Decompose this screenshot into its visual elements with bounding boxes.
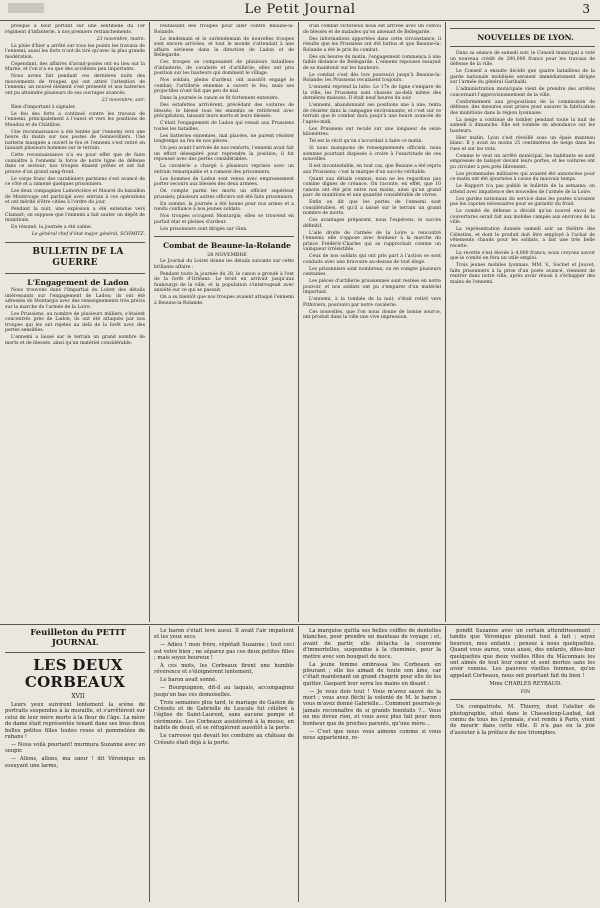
masthead — [0, 0, 600, 21]
feuilleton-column-1 — [5, 628, 145, 902]
dateline: 23 novembre, matin. — [96, 36, 145, 42]
story-paragraph: Le baron s'était levé aussi. Il avait l'air impatient et les yeux secs. — [154, 628, 294, 641]
section-divider — [450, 28, 595, 29]
story-paragraph: pondit Suzanne avec un certain attendrissement ; tandis que Véronique pleurait tout à fait ; soyez heureux, mes enfants ; pensez à nous quelquefois. Quand vous aurez, vous aussi, des enfants, dites-leur quelquefois que deux vieilles filles du Mâconnais les ont aimés de tout leur cœur et sont mortes sans les avoir connus. Les pauvres vieilles femmes, qu'on appelait Corbeaux, nous ont pourtant fait du bien ! — [450, 628, 595, 679]
column-4 — [450, 24, 595, 622]
article-paragraph: La neige a continué de tomber pendant toute la nuit de samedi à dimanche. Elle est tombée en abondance sur les hauteurs. — [450, 117, 595, 134]
article-paragraph: Un compatriote, M. Thierry, dont l'atelier de photographie, situé dans le Chasseloup-Laubat, fait connu de tous les Lyonnais, s'est rendu à Paris, vient de mourir dans cette ville. Il n'a pas eu la joie d'assister à la préface de nos triomphes. — [450, 704, 595, 736]
bulletin-heading: BULLETIN DE LA GUERRE — [32, 246, 124, 268]
article-paragraph: Les prisonniers sont dirigés sur Gien. — [160, 226, 248, 232]
dateline: 23 novembre, soir. — [101, 97, 145, 103]
article-paragraph: Comme le veut un arrêté municipal, les habitants se sont empressés de balayer devant leurs portes, et les voitures ont pu circuler à peu près librement. — [450, 153, 595, 170]
article-paragraph: Des informations apportées dans cette circonstance, il résulte que les Prussiens ont été battus et que Beaune-la-Rolande a été le prix du combat. — [303, 36, 441, 53]
article-paragraph: Ceux de nos soldats qui ont pris part à l'action se sont conduits avec une bravoure au-dessus de tout éloge. — [303, 254, 441, 265]
article-paragraph: Cependant, des affaires d'avant-postes ont eu lieu sur la Marne, et l'on n'a eu que des accidents peu importants. — [5, 61, 145, 72]
story-paragraph: — Nous voilà pourtant! murmura Suzanne avec un soupir. — [5, 741, 145, 755]
article-paragraph: Des estafettes arrivèrent, précédant des voitures de blessés; le blessé tous les ennemis se retirèrent avec précipitation, laissant leurs morts et leurs blessés. — [154, 103, 294, 119]
feuilleton-label: Feuilleton du PETIT JOURNAL — [30, 628, 126, 648]
article-paragraph: Il est incontestable, en tout cas, que Beaune a été repris aux Prussiens; c'est la marque d'un succès véritable. — [303, 164, 441, 175]
feuilleton-column-2 — [154, 628, 294, 902]
article-paragraph: Dans sa séance de samedi soir, le Conseil municipal a voté un nouveau crédit de 200,000 francs pour les travaux de défense de la ville. — [450, 51, 595, 67]
story-paragraph: — Allons, allons, ma sœur ! dit Véronique en essuyant une larme, — [5, 756, 145, 769]
article-paragraph: En résumé, la journée a été calme. — [11, 225, 93, 230]
column-3 — [303, 24, 441, 622]
section-divider — [154, 236, 294, 237]
column-rule — [298, 22, 299, 622]
chapter-number: XVII — [71, 692, 85, 700]
article-paragraph: L'ennemi a laissé sur le terrain un grand nombre de morts et de blessés, ainsi qu'un matériel considérable. — [5, 335, 145, 346]
feuilleton-author: Mme CHARLES REYBAUD. — [489, 680, 562, 687]
article-paragraph: Conformément aux propositions de la commission de défense, des mesures sont prises pour assurer la fabrication des munitions dans la région lyonnaise. — [450, 99, 595, 116]
article-paragraph: Nous avons fait pendant ces dernières nuits des mouvements de troupes qui ont attiré l'attention de l'ennemi; un nouvel élément s'est présenté et nos batteries ont pu atteindre plusieurs de ses ouvrages avancés. — [5, 74, 145, 96]
column-rule — [149, 626, 150, 902]
article-paragraph: Pendant toute la journée du 28, le canon a grondé à l'est de la forêt d'Orléans. Le bruit en arrivait jusqu'aux faubourgs de la ville, et la population s'interrogeait avec anxiété sur ce qui se passait. — [154, 271, 294, 293]
article-paragraph: C'était l'engagement de Ladon qui venait aux Prussiens toutes les batailles. — [154, 121, 294, 132]
article-paragraph: Les gardes nationaux du service dans les postes n'avaient pas les capotes nécessaires pour se garantir du froid. — [450, 196, 595, 207]
feuilleton-end-mark: FIN — [520, 688, 531, 695]
article-paragraph: L'ennemi, abandonnant ses positions une à une, tenta de résister dans la campagne environnante, et c'est sur ce terrain que le combat dura jusqu'à une heure avancée de l'après-midi. — [303, 103, 441, 125]
column-rule — [149, 22, 150, 622]
article-paragraph: Les deux compagnies Lamoricière et Maurel du bataillon de Montrouge ont participé avec entrain à ces opérations et ont mérité d'être citées à l'ordre du jour. — [5, 189, 145, 205]
section-divider — [450, 46, 595, 47]
article-paragraph: Le feu des forts a continué contre les travaux de l'ennemi, principalement à l'ouest et vers les positions de Meudon et de Châtillon. — [5, 111, 145, 128]
column-2 — [154, 24, 294, 622]
story-paragraph: La marquise quitta ses belles coiffes de dentelles blanches, pour prendre un manteau de voyage ; et, avant de partir, elle détacha la couronne d'immortelles, suspendue à la cheminée, pour la mettre avec son bouquet de noce. — [303, 628, 441, 660]
article-paragraph: L'aile droite de l'armée de la Loire a rencontré l'ennemi; elle s'oppose avec bonheur à la marche du prince Frédéric-Charles qui se rapprochait comme un vainqueur irrésistible. — [303, 230, 441, 252]
feuilleton-separator — [0, 624, 600, 625]
article-paragraph: Quant aux détails connus, nous ne les regardons pas comme dignes de créance. On raconte, en effet, que 10 canons ont été pris entre nos mains, ainsi qu'un grand parc de munitions et une quantité considérable de vivres. — [303, 176, 441, 198]
story-paragraph: — Adieu ! mon frère, répétait Suzanne ; tout ceci est votre bien ; ne séparez pas ces deux petites filles ; mais soyez heureux ! — [154, 642, 294, 662]
article-paragraph: Le Journal du Loiret donne les détails suivants sur cette brillante affaire : — [154, 259, 294, 270]
article-paragraph: réunissant des troupes pour aller contre Beaune-la-Rolande. — [154, 24, 294, 35]
page-number: 3 — [582, 2, 590, 16]
article-paragraph: Un peu avant l'arrivée de nos renforts, l'ennemi avait fait un effort désespéré pour reprendre la position; il fut repoussé avec des pertes considérables. — [154, 146, 294, 162]
column-rule — [445, 22, 446, 622]
lyon-heading: NOUVELLES DE LYON. — [477, 33, 574, 42]
article-paragraph: Dès six heures du matin, l'engagement commença à une faible distance de Bellegarde. L'ennemi repoussé essayait de se maintenir sur les hauteurs. — [303, 54, 441, 71]
article-paragraph: La pluie d'hier a arrêté sur tous les points les travaux de l'ennemi; aussi les forts n'ont-ils tiré qu'avec la plus grande modération. — [5, 43, 145, 60]
article-paragraph: Le Rapport n'a pas publié le bulletin de la semaine; on attend avec impatience des nouvelles de l'armée de la Loire. — [450, 184, 595, 195]
story-paragraph: La jeune femme embrassa les Corbeaux en pleurant ; elle les aimait de toute son âme, car c'était maintenant un grand chagrin pour elle de les quitter. Gaspard leur serra les mains en disant : — [303, 661, 441, 687]
article-paragraph: Cette reconnaissance n'a eu pour effet que de faire connaître à l'ennemi la force de notre ligne de défense dans ce secteur; nos troupes étaient prêtes et ont fait preuve d'un grand sang-froid. — [5, 153, 145, 175]
feuilleton-title: LES DEUX CORBEAUX — [24, 656, 126, 691]
article-paragraph: presque à bout portant sur une sentinelle du 1er régiment d'infanterie, à nos premiers retranchements. — [5, 24, 145, 35]
article-paragraph: Rien d'important à signaler. — [11, 104, 76, 110]
article-paragraph: Dans la journée le canon se fit fortement entendre. — [160, 96, 280, 101]
article-paragraph: Les Prussiens, au nombre de plusieurs milliers, s'étaient concentrés près de Ladon; ils ont été attaqués par nos troupes qui les ont rejetés au delà de la forêt avec des pertes sensibles. — [5, 311, 145, 333]
section-divider — [450, 699, 595, 700]
section-divider — [5, 273, 145, 274]
engagement-heading: L'Engagement de Ladon — [27, 277, 129, 287]
story-paragraph: — Bourguignon, dit-il au laquais, accompagnez jusqu'en bas ces demoiselles. — [154, 685, 294, 698]
article-paragraph: Le Conseil a ensuite décidé que quatre bataillons de la garde nationale mobilisée seraient immédiatement dirigés sur l'armée du général Garibaldi. — [450, 69, 595, 85]
section-divider — [5, 242, 145, 243]
article-paragraph: Le combat s'est dès lors poursuivi jusqu'à Beaune-la-Rolande; les Prussiens reculaient toujours. — [303, 72, 441, 83]
article-paragraph: Nos troupes occupent Montargis; elles se trouvent en parfait état et pleines d'ardeur. — [154, 214, 294, 225]
article-paragraph: Nous trouvons dans l'Impartial du Loiret des détails intéressants sur l'engagement de Ladon; ils ont été adressés de Montargis avec des renseignements très précis sur la marche de l'armée de la Loire. — [5, 288, 145, 310]
story-paragraph: Leurs yeux suivirent lentement la scène de portraits suspendus à la muraille, et s'arrêtèrent sur celui de leur mère morte à la fleur de l'âge. La mère de dame était représentée tenant dans ses bras deux belles petites filles toutes roses et pommelées de rubans ! — [5, 702, 145, 741]
column-rule — [298, 626, 299, 902]
article-paragraph: On a su bientôt que nos troupes avaient attaqué l'ennemi à Beaune-la-Rolande. — [154, 295, 294, 306]
article-paragraph: Les batteries ennemies, mal placées, ne purent résister longtemps au feu de nos pièces. — [154, 133, 294, 144]
article-paragraph: Ces nouvelles, que l'on nous donne de bonne source, ont produit dans la ville une vive impression. — [303, 309, 441, 320]
story-paragraph: — C'est que nous vous aimons comme si vous nous apparteniez, re- — [303, 728, 441, 741]
story-paragraph: À ces mots, les Corbeaux firent une humble révérence et s'éloignèrent lentement. — [154, 663, 294, 676]
article-paragraph: L'ennemi reprend la lutte. Le 17e de ligne s'empare de la ville; les Prussiens sont chassés au-delà même des dernières maisons. Il était neuf heures du soir. — [303, 85, 441, 101]
signature: Le général chef d'état-major général, SCHMITZ. — [31, 232, 145, 237]
article-paragraph: Le corps franc des carabiniers parisiens s'est avancé de ce côté et a ramené quelques prisonniers. — [5, 176, 145, 187]
feuilleton-column-3 — [303, 628, 441, 902]
article-paragraph: Les prisonniers sont nombreux; on en compte plusieurs centaines. — [303, 266, 441, 277]
article-paragraph: Ces avantages préparent, nous l'espérons, le succès définitif. — [303, 218, 441, 229]
article-paragraph: d'un combat victorieux nous est arrivée avec un convoi de blessés et de malades qu'on amenait de Bellegarde. — [303, 24, 441, 35]
article-paragraph: Les pièces d'artillerie prussiennes sont restées en notre pouvoir, et nos soldats ont pu s'emparer d'un matériel important. — [303, 279, 441, 295]
article-paragraph: En somme, la journée a été bonne pour nos armes et a rendu confiance à nos jeunes soldats. — [154, 201, 294, 212]
article-paragraph: L'administration municipale vient de prendre des arrêtés concernant l'approvisionnement de la ville. — [450, 87, 595, 98]
article-paragraph: Enfin on dit que les pertes de l'ennemi sont considérables, et qu'il a laissé sur le terrain un grand nombre de morts. — [303, 200, 441, 216]
article-paragraph: Nos soldats, pleins d'ardeur, ont aussitôt engagé le combat; l'artillerie ennemie a ouvert le feu, mais ses projectiles n'ont fait que peu de mal. — [154, 78, 294, 94]
article-paragraph: On compte parmi les morts un officier supérieur prussien; plusieurs autres officiers ont été faits prisonniers. — [154, 189, 294, 200]
masthead-title: Le Petit Journal — [244, 2, 356, 17]
article-paragraph: Le lendemain et le surlendemain de nouvelles troupes sont encore arrivées, et tout le monde s'attendait à une affaire sérieuse dans la direction de Ladon et de Bellegarde. — [154, 36, 294, 58]
article-paragraph: Les promenades militaires qui avaient été annoncées pour ce matin ont été ajournées à cause du mauvais temps. — [450, 171, 595, 182]
article-paragraph: La cavalerie a chargé à plusieurs reprises avec un entrain remarquable et a ramené des prisonniers. — [154, 164, 294, 175]
article-paragraph: Tel est le récit qu'on s'accordait à faire ce matin. — [309, 139, 423, 144]
article-paragraph: Hier matin, Lyon s'est réveillé sous un épais manteau blanc. Il y avait au moins 25 centimètres de neige dans les rues et sur les toits. — [450, 135, 595, 152]
article-paragraph: La recette s'est élevée à 4,000 francs; nous croyons savoir que le comité en fera un utile emploi. — [450, 250, 595, 261]
story-paragraph: Trois semaines plus tard, le mariage de Gaston de Créouts et de Gabrielle de Lescale fut célébré à l'église de Saint-Laurent, sans aucune pompe et cérémonie. Les Corbeaux assistèrent à la messe, en habits de deuil, et se réfugièrent aussitôt à la porte. — [154, 699, 294, 732]
article-paragraph: Les Prussiens ont reculé sur une longueur de seize kilomètres. — [303, 126, 441, 137]
story-paragraph: Le baron avait sonné. — [160, 677, 217, 684]
article-paragraph: La représentation donnée samedi soir au théâtre des Célestins, et dont le produit doit être employé à l'achat de vêtements chauds pour les soldats, a fait une très belle recette. — [450, 227, 595, 249]
column-1 — [5, 24, 145, 622]
article-paragraph: Trois jeunes mobiles lyonnais, MM. V., Suchet et Jouvet, faits prisonniers à la prise d'un poste avancé, viennent de rentrer dans notre ville, après avoir réussi à s'échapper des mains de l'ennemi. — [450, 263, 595, 285]
article-paragraph: Les hommes de Ladon sont venus avec empressement porter secours aux blessés des deux armées. — [154, 176, 294, 187]
combat-date: 28 NOVEMBRE — [207, 251, 247, 258]
story-paragraph: Le carrosse qui devait les conduire au château de Créouts était déjà à la porte. — [154, 733, 294, 746]
combat-heading: Combat de Beaune-la-Rolande — [163, 241, 291, 250]
story-paragraph: — Je vous dois tout ! Vous m'avez sauvé de la mort ; vous avez fléchi la volonté de M. le baron ; vous m'avez donné Gabrielle... Comment pourrais-je jamais reconnaître de si grands bienfaits ?... Vous ne me devez rien, et vous avez plus fait pour mon bonheur que de proches parents, qu'une mère... — [303, 688, 441, 727]
article-paragraph: L'ennemi, à la tombée de la nuit, s'était retiré vers Pithiviers, poursuivi par notre cavalerie. — [303, 297, 441, 308]
feuilleton-column-4 — [450, 628, 595, 902]
section-divider — [5, 652, 145, 653]
article-paragraph: Pendant la nuit, une explosion a été entendue vers Clamart; on suppose que l'ennemi a fait sauter un dépôt de munitions. — [5, 207, 145, 223]
column-rule — [445, 626, 446, 902]
article-paragraph: Une reconnaissance a été tentée par l'ennemi vers une heure du matin sur nos postes de Gennevilliers. Une batterie masquée a ouvert le feu et l'ennemi s'est retiré en laissant plusieurs hommes sur le terrain. — [5, 129, 145, 151]
article-paragraph: Si nous manquons de renseignements officiels, nous sommes pourtant disposés à croire à l'exactitude de ces nouvelles. — [303, 146, 441, 162]
article-paragraph: Ces troupes se composaient de plusieurs bataillons d'infanterie, de cavalerie et d'artillerie; elles ont pris position sur les hauteurs qui dominent le village. — [154, 60, 294, 76]
article-paragraph: Le comité de défense a décidé qu'un nouvel envoi de couvertures serait fait aux mobiles campés aux environs de la ville. — [450, 209, 595, 225]
